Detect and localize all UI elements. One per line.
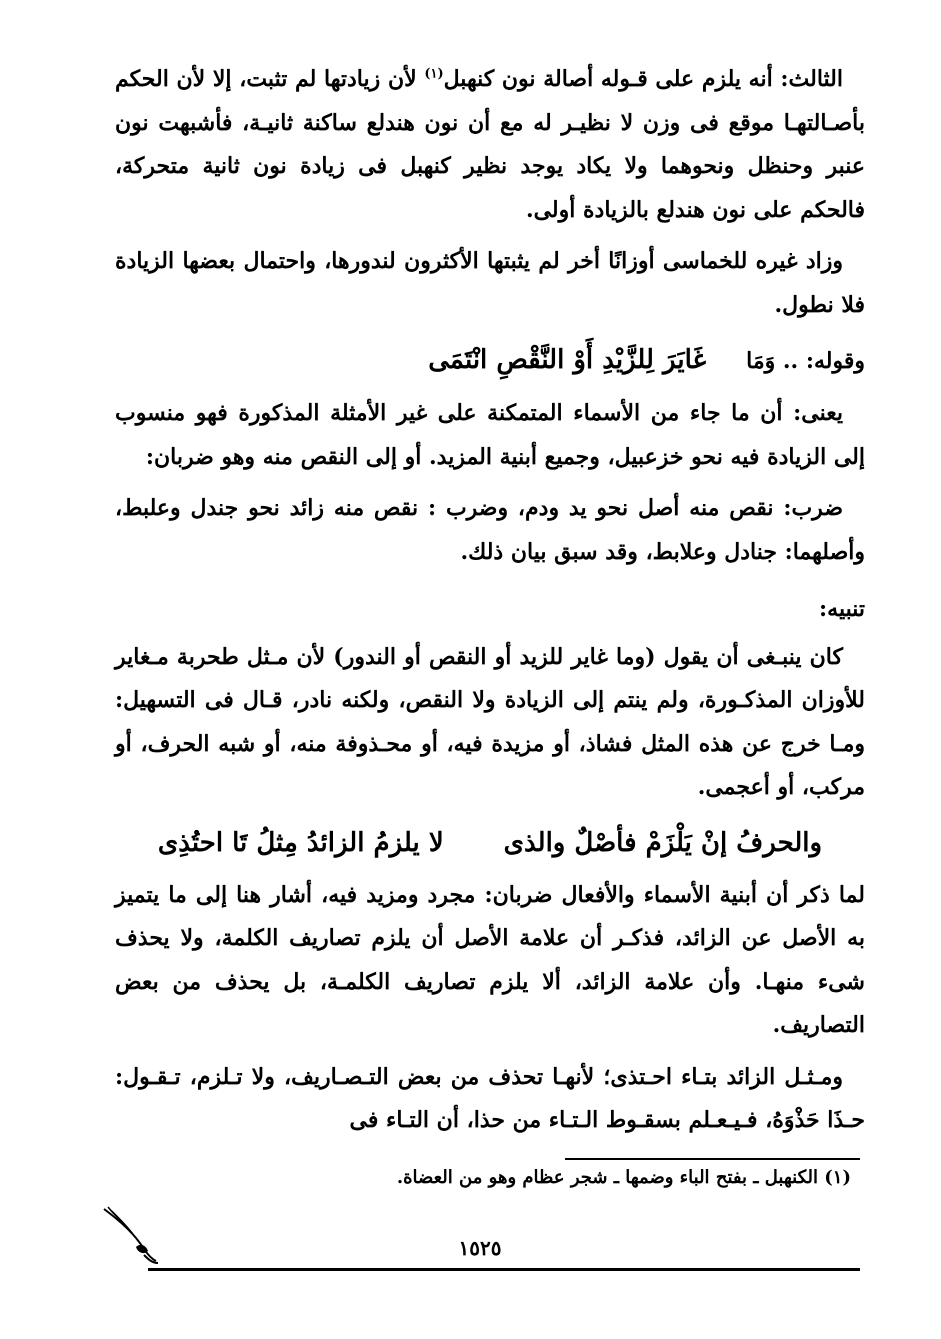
paragraph-1-rest: لأن زيادتها لم تثبت، إلا لأن الحكم بأصـالتهـا موقع فى وزن لا نظيـر له مع أن نون هندلع ساكنة ثانيـة، فأشبهت نون عنبر وحنظل ونحوهما ولا يكاد يوجد نظير كنهبل فى زيادة نون ثانية متحركة، فالحكم على نون هندلع بالزيادة أولى. — [115, 66, 865, 223]
page-number: ١٥٢٥ — [458, 1236, 502, 1260]
verse-1-lead: وقوله: .. وَمَا — [746, 348, 865, 374]
paragraph-5: كان ينبـغى أن يقول (وما غاير للزيد أو النقص أو الندور) لأن مـثل طحربة مـغاير للأوزان المذكـورة، ولم ينتم إلى الزيادة ولا النقص، ولكنه نادر، قـال فى التسهيل: ومـا خرج عن هذه المثل فشاذ، أو مزيدة فيه، أو محـذوفة منه، أو شبه الحرف، أو مركب، أو أعجمى. — [115, 643, 865, 800]
paragraph-7: ومـثـل الزائد بتـاء احـتذى؛ لأنهـا تحذف من بعض التـصـاريف، ولا تـلزم، تـقـول: حـذَا حَذْوَهُ، فـيـعـلم بسقـوط الـتـاء من حذا، أن التـاء فى — [115, 1063, 865, 1133]
paragraph-1 — [115, 58, 865, 232]
section-heading: تنبيه: — [819, 596, 865, 622]
verse-2-second-half: لا يلزمُ الزائدُ مِثلُ تَا احتُذِى — [157, 827, 444, 858]
verse-line-2 — [115, 818, 865, 868]
paragraph-4: ضرب: نقص منه أصل نحو يد ودم، وضرب : نقص منه زائد نحو جندل وعلبط، وأصلهما: جنادل وعلابط، وقد سبق بيان ذلك. — [115, 495, 865, 565]
page-bottom-rule — [148, 1268, 860, 1271]
paragraph-2: وزاد غيره للخماسى أوزانًا أخر لم يثبتها الأكثرون لندورها، واحتمال بعضها الزيادة فلا نطول. — [115, 248, 865, 318]
page-body — [115, 58, 865, 1151]
paragraph-6: لما ذكر أن أبنية الأسماء والأفعال ضربان: مجرد ومزيد فيه، أشار هنا إلى ما يتميز به الأصل عن الزائد، فذكـر أن علامة الأصل أن يلزم تصاريف الكلمة، ولا يحذف شىء منهـا. وأن علامة الزائد، ألا يلزم تصاريف الكلمـة، بل يحذف من بعض التصاريف. — [115, 881, 865, 1038]
verse-line-1 — [115, 335, 865, 386]
paragraph-1-start: الثالث: أنه يلزم على قـوله أصالة نون كنهبل — [443, 66, 843, 92]
quill-ornament-icon — [100, 1203, 160, 1265]
verse-2-first-half: والحرفُ إنْ يَلْزَمْ فأصْلٌ والذى — [503, 827, 823, 858]
paragraph-3: يعنى: أن ما جاء من الأسماء المتمكنة على غير الأمثلة المذكورة فهو منسوب إلى الزيادة فيه نحو خزعبيل، وجميع أبنية المزيد. أو إلى النقص منه وهو ضربان: — [115, 400, 865, 470]
footnote-marker[interactable]: (١) — [424, 66, 444, 82]
footnote: (١) الكنهبل ـ بفتح الباء وضمها ـ شجر عظام وهو من العضاة. — [396, 1167, 851, 1188]
verse-1-text: غَايَرَ لِلزَّيْدِ أَوْ النَّقْصِ انْتَمَى — [428, 345, 707, 375]
footnote-divider — [565, 1158, 860, 1160]
